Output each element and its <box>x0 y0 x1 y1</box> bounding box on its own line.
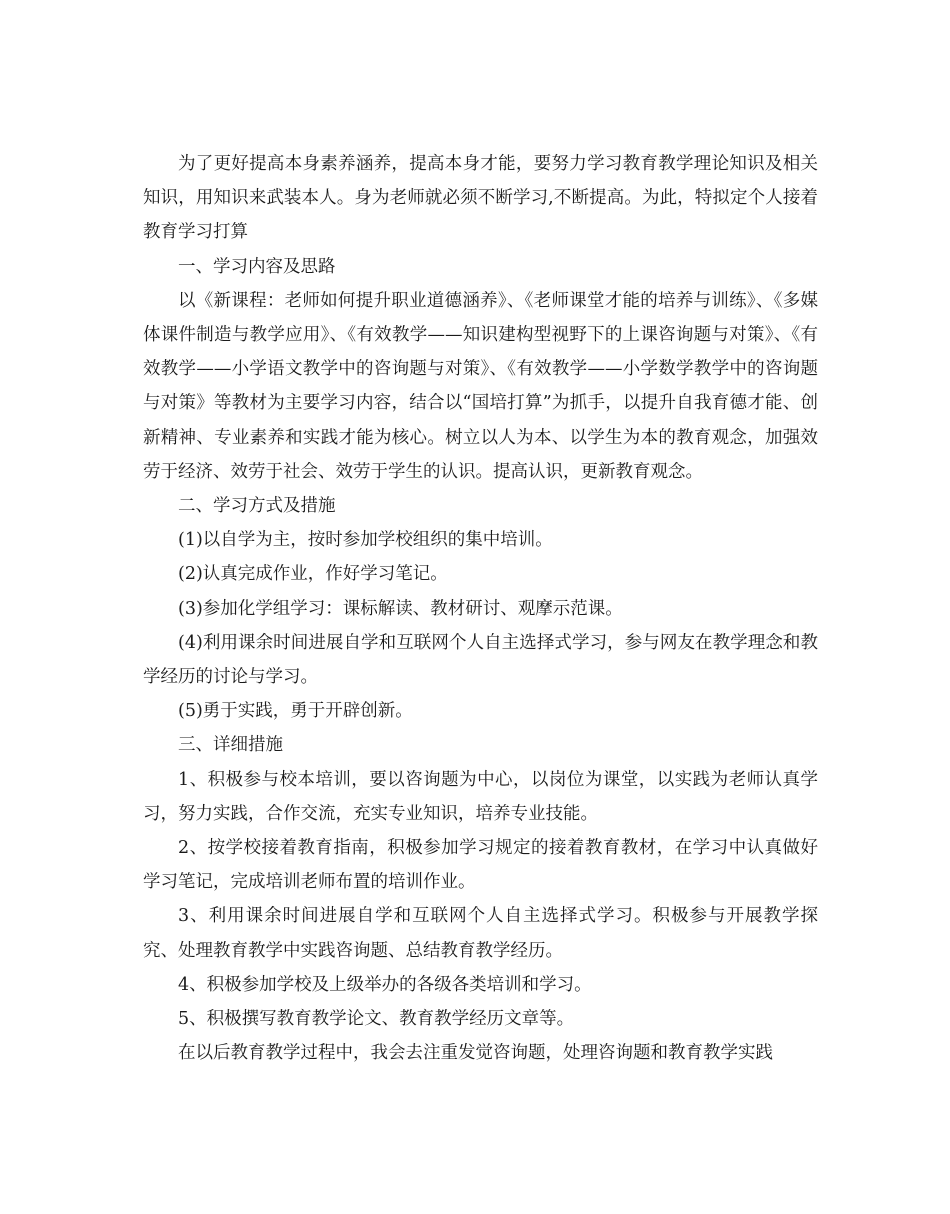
list-item-measure-1: 1、积极参与校本培训，要以咨询题为中心，以岗位为课堂，以实践为老师认真学习，努力实践，合作交流，充实专业知识，培养专业技能。 <box>143 769 818 824</box>
list-item-measure-3: 3、利用课余时间进展自学和互联网个人自主选择式学习。积极参与开展教学探究、处理教育教学中实践咨询题、总结教育教学经历。 <box>143 906 818 961</box>
list-item-method-5: (5)勇于实践，勇于开辟创新。 <box>178 701 413 722</box>
list-item-method-4: (4)利用课余时间进展自学和互联网个人自主选择式学习，参与网友在教学理念和教学经历的讨论与学习。 <box>143 632 818 688</box>
heading-section-1: 一、学习内容及思路 <box>178 256 336 277</box>
list-item-measure-5: 5、积极撰写教育教学论文、教育教学经历文章等。 <box>178 1009 575 1030</box>
paragraph-section-1: 以《新课程：老师如何提升职业道德涵养》、《老师课堂才能的培养与训练》、《多媒体课件制造与教学应用》、《有效教学——知识建构型视野下的上课咨询题与对策》、《有效教学——小学语文教学中的咨询题与对策》、《有效教学——小学数学教学中的咨询题与对策》等教材为主要学习内容，结合以“国培打算”为抓手，以提升自我育德才能、创新精神、专业素养和实践才能为核心。树立以人为本、以学生为本的教育观念，加强效劳于经济、效劳于社会、效劳于学生的认识。提高认识，更新教育观念。 <box>143 290 818 482</box>
list-item-method-2: (2)认真完成作业，作好学习笔记。 <box>178 564 448 585</box>
document-body <box>143 147 818 1070</box>
heading-section-2: 二、学习方式及措施 <box>178 496 336 517</box>
paragraph-closing: 在以后教育教学过程中，我会去注重发觉咨询题，处理咨询题和教育教学实践 <box>178 1043 773 1064</box>
list-item-measure-2: 2、按学校接着教育指南，积极参加学习规定的接着教育教材，在学习中认真做好学习笔记，完成培训老师布置的培训作业。 <box>143 838 818 893</box>
list-item-method-1: (1)以自学为主，按时参加学校组织的集中培训。 <box>178 530 553 551</box>
paragraph-intro: 为了更好提高本身素养涵养，提高本身才能，要努力学习教育教学理论知识及相关知识，用知识来武装本人。身为老师就必须不断学习,不断提高。为此，特拟定个人接着教育学习打算 <box>143 154 818 243</box>
heading-section-3: 三、详细措施 <box>178 735 283 756</box>
list-item-method-3: (3)参加化学组学习：课标解读、教材研讨、观摩示范课。 <box>178 598 623 619</box>
list-item-measure-4: 4、积极参加学校及上级举办的各级各类培训和学习。 <box>178 974 592 995</box>
